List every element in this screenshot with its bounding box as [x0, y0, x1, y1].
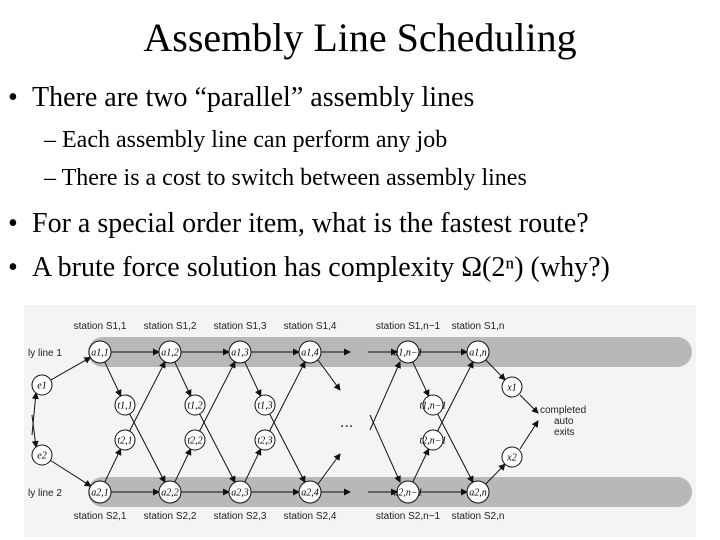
station-label-top: station S1,3	[213, 321, 267, 332]
slide-title: Assembly Line Scheduling	[143, 15, 577, 60]
station-node-label: a2,1	[91, 487, 109, 499]
station-node-label: a1,n−1	[393, 347, 423, 359]
bullet-dot: •	[8, 82, 18, 113]
station-node-label: a1,1	[91, 347, 109, 359]
bullet-1	[8, 82, 474, 114]
exit-node-label: x1	[507, 382, 517, 394]
exit-text-2: auto	[554, 416, 574, 427]
station-label-top: station S1,n	[451, 321, 505, 332]
bullet-3	[8, 252, 610, 284]
bullet-dot: •	[8, 252, 18, 283]
station-label-bottom: station S2,n	[451, 511, 505, 522]
transfer-node-label: t1,1	[117, 400, 133, 412]
bullet-text: There are two “parallel” assembly lines	[32, 82, 475, 113]
assembly-line-diagram	[24, 305, 696, 537]
station-node-label: a2,n−1	[393, 487, 423, 499]
bullet-2	[8, 208, 589, 240]
entry-node-label: e1	[37, 380, 47, 392]
assembly-line-figure	[24, 305, 696, 537]
transfer-node-label: t1,3	[257, 400, 273, 412]
transfer-node-label: t2,n−1	[419, 435, 447, 447]
ellipsis: ...	[340, 414, 354, 431]
station-node-label: a2,2	[161, 487, 179, 499]
station-node-label: a1,3	[231, 347, 249, 359]
exit-text-3: exits	[554, 427, 575, 438]
entry-node-label: e2	[37, 450, 47, 462]
transfer-node-label: t1,n−1	[419, 400, 447, 412]
line-1-label: ly line 1	[28, 348, 62, 359]
transfer-node-label: t1,2	[187, 400, 203, 412]
station-label-bottom: station S2,3	[213, 511, 267, 522]
station-node-label: a2,n	[469, 487, 487, 499]
subbullet-2: – There is a cost to switch between assembly lines	[44, 165, 527, 191]
station-label-bottom: station S2,1	[73, 511, 127, 522]
station-label-top: station S1,n−1	[375, 321, 441, 332]
station-label-bottom: station S2,n−1	[375, 511, 441, 522]
station-node-label: a2,3	[231, 487, 249, 499]
station-node-label: a1,n	[469, 347, 487, 359]
station-label-top: station S1,1	[73, 321, 127, 332]
station-label-top: station S1,4	[283, 321, 337, 332]
exit-node-label: x2	[507, 452, 517, 464]
subbullet-1: – Each assembly line can perform any job	[44, 127, 448, 153]
station-node-label: a1,4	[301, 347, 319, 359]
transfer-node-label: t2,1	[117, 435, 133, 447]
bullet-dot: •	[8, 208, 18, 239]
station-node-label: a2,4	[301, 487, 319, 499]
station-label-bottom: station S2,2	[143, 511, 197, 522]
bullet-text: A brute force solution has complexity Ω(2ⁿ) (why?)	[32, 252, 610, 283]
exit-text-1: completed	[540, 405, 587, 416]
station-node-label: a1,2	[161, 347, 179, 359]
station-label-top: station S1,2	[143, 321, 197, 332]
line-2-label: ly line 2	[28, 488, 62, 499]
transfer-node-label: t2,3	[257, 435, 273, 447]
bullet-text: For a special order item, what is the fastest route?	[32, 208, 589, 239]
transfer-node-label: t2,2	[187, 435, 203, 447]
station-label-bottom: station S2,4	[283, 511, 337, 522]
